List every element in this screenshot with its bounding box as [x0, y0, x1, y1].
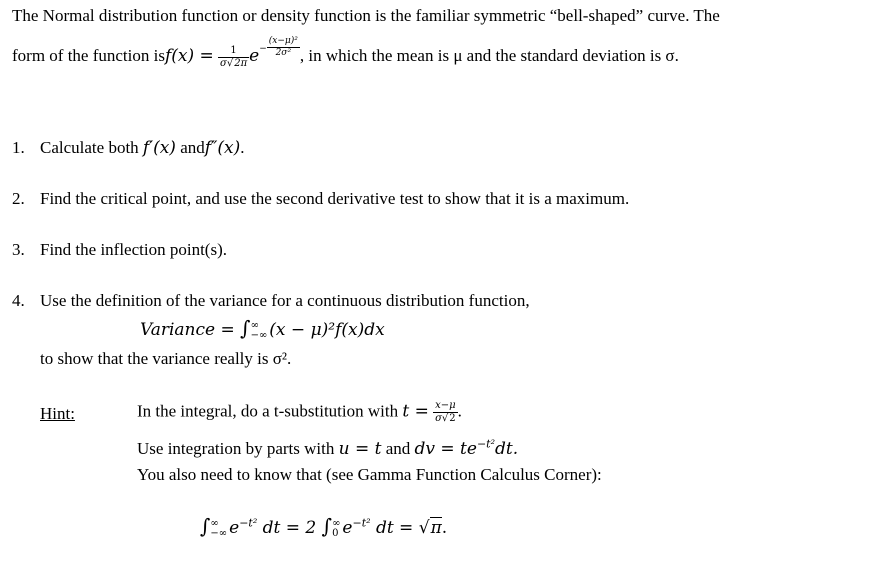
gaussian-integral: [200, 514, 447, 539]
gaussian-upper-2: ∞: [332, 517, 341, 529]
t-substitution-fraction: [433, 401, 458, 424]
list-item-2: [12, 189, 629, 209]
dv-definition: dv = te: [414, 439, 477, 459]
variance-equals: =: [215, 320, 241, 340]
gaussian-limits-2: [332, 519, 340, 539]
hint-line-3: You also need to know that (see Gamma Function Calculus Corner):: [137, 465, 602, 484]
gaussian-exp-1: −t²: [239, 516, 258, 530]
hint-label: Hint:: [40, 404, 75, 423]
first-derivative: f′(x): [142, 138, 176, 158]
hint-line-2-text: Use integration by parts with: [137, 439, 335, 458]
gaussian-dt-2: dt =: [375, 518, 414, 538]
t-sqrt-symbol: √: [441, 413, 449, 424]
t-substitution-denominator: [433, 412, 458, 424]
pdf-two-pi: 2π: [234, 57, 248, 69]
exponent-numerator: (x−μ)²: [268, 35, 298, 46]
list-item-2-text: Find the critical point, and use the second derivative test to show that it is a maximum.: [40, 189, 630, 208]
variance-formula: [140, 316, 385, 341]
exponent-fraction: [267, 37, 300, 58]
gaussian-integral-sign-2: ∫: [321, 514, 333, 538]
list-item-1: [12, 138, 244, 158]
list-item-3-number: 3.: [12, 240, 25, 259]
intro-line-1: The Normal distribution function or density function is the familiar symmetric “bell-shaped” curve. The: [12, 6, 720, 25]
integral-lower-limit: −∞: [250, 329, 268, 341]
integral-upper-limit: ∞: [250, 319, 259, 331]
sqrt-symbol: √: [226, 57, 234, 69]
hint-line-2-and: and: [381, 439, 415, 458]
dv-dt: dt.: [494, 439, 519, 459]
pdf-coefficient-numerator: 1: [230, 44, 237, 56]
pdf-coefficient-denominator: [218, 57, 249, 69]
pdf-sigma: σ: [220, 57, 227, 69]
hint-line-2: [137, 439, 518, 459]
pdf-lhs: f(x) =: [164, 46, 214, 66]
gaussian-e-1: e: [229, 518, 240, 538]
list-item-3-text: Find the inflection point(s).: [40, 240, 227, 259]
integral-sign: ∫: [240, 316, 251, 340]
intro-line-2-prefix: form of the function is: [12, 46, 165, 65]
gaussian-integral-sign-1: ∫: [200, 514, 211, 538]
list-item-4-text: Use the definition of the variance for a continuous distribution function,: [40, 291, 530, 310]
list-item-1-text-mid: and: [175, 138, 205, 157]
gaussian-e-2: e: [342, 518, 353, 538]
list-item-1-text-pre: Calculate both: [40, 138, 143, 157]
hint-line-1-end: .: [457, 401, 462, 421]
t-sigma: σ: [435, 413, 442, 424]
gaussian-end: .: [441, 518, 448, 538]
t-sqrt-two: 2: [449, 413, 456, 424]
list-item-1-number: 1.: [12, 138, 25, 157]
intro-line-2-suffix: , in which the mean is μ and the standard deviation is σ.: [299, 46, 679, 65]
list-item-3: [12, 240, 227, 260]
intro-line-2: [12, 36, 679, 69]
gaussian-lower-1: −∞: [210, 527, 228, 539]
gaussian-sqrt-symbol: √: [418, 518, 430, 538]
gaussian-dt-1: dt = 2: [262, 518, 317, 538]
gaussian-pi: π: [430, 518, 442, 538]
second-derivative: f″(x): [204, 138, 241, 158]
gaussian-limits-1: [210, 519, 227, 539]
list-item-4: [12, 291, 530, 311]
gaussian-lower-2: 0: [332, 527, 339, 539]
hint-line-1: [137, 401, 462, 424]
list-item-4-number: 4.: [12, 291, 25, 310]
list-item-2-number: 2.: [12, 189, 25, 208]
variance-label: Variance: [140, 320, 216, 340]
t-substitution-lhs: t =: [402, 401, 429, 422]
exponent-denominator: 2σ²: [267, 47, 300, 58]
exponent-minus: −: [259, 44, 267, 54]
gaussian-upper-1: ∞: [210, 517, 219, 529]
pdf-coefficient-fraction: [218, 46, 249, 69]
dv-exponent: −t²: [476, 437, 495, 451]
u-definition: u = t: [338, 439, 382, 459]
integral-limits: [251, 321, 268, 341]
show-variance-line: to show that the variance really is σ².: [40, 349, 292, 368]
t-substitution-numerator: x−μ: [435, 400, 456, 411]
gaussian-exp-2: −t²: [352, 516, 371, 530]
exp-base: e: [249, 46, 260, 66]
hint-line-1-text: In the integral, do a t-substitution with: [137, 401, 399, 421]
variance-integrand: (x − μ)²f(x)dx: [269, 320, 385, 340]
exponent: [259, 36, 300, 58]
list-item-1-text-post: .: [240, 138, 245, 157]
